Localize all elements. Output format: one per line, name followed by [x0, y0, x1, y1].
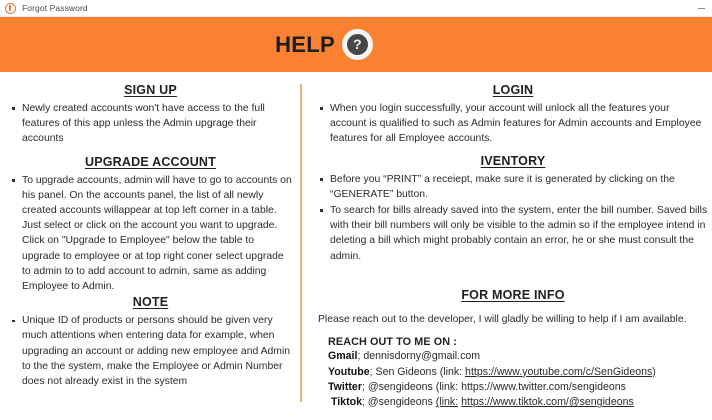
list-item: Before you “PRINT” a receiept, make sure it is generated by clicking on the “GENERATE” button.	[318, 172, 708, 202]
minimize-button[interactable]	[690, 0, 712, 17]
contact-separator: ;	[361, 381, 365, 394]
section-heading-for-more-info: FOR MORE INFO	[461, 287, 565, 302]
right-column	[318, 72, 708, 411]
banner-content	[275, 29, 373, 60]
sign-up-bullets	[8, 101, 293, 147]
section-heading-upgrade-account: UPGRADE ACCOUNT	[84, 154, 216, 169]
login-bullets	[318, 101, 708, 147]
list-item: To search for bills already saved into the system, enter the bill number. Saved bills with their bill numbers will only be visible to the admin so if the employee intend in deleting a bill which might probably contain an error, he or she must consult the admin.	[318, 203, 708, 264]
list-item	[328, 380, 708, 395]
list-item	[328, 395, 708, 410]
note-bullets	[8, 313, 293, 389]
contact-handle-twitter: @sengideons	[367, 381, 433, 394]
inventory-bullets	[318, 172, 708, 264]
contact-handle-gmail: dennisdorny@gmail.com	[363, 350, 481, 363]
link-prefix: (link:	[435, 381, 459, 394]
contact-handle-tiktok: @sengideons	[367, 396, 433, 409]
youtube-link[interactable]: https://www.youtube.com/c/SenGideons)	[465, 365, 656, 378]
minimize-icon	[698, 8, 705, 9]
section-heading-inventory: IVENTORY	[480, 153, 546, 168]
window-title: Forgot Password	[22, 3, 88, 13]
contact-separator: ;	[357, 350, 361, 363]
help-content	[0, 72, 712, 420]
more-info-paragraph: Please reach out to the developer, I will gladly be willing to help if I am available.	[318, 313, 687, 325]
column-divider	[300, 84, 302, 402]
link-prefix: (link:	[435, 396, 459, 409]
contact-network-youtube: Youtube	[328, 365, 370, 378]
section-heading-login: LOGIN	[492, 83, 534, 97]
contact-network-twitter: Twitter	[328, 381, 362, 394]
section-heading-sign-up: SIGN UP	[124, 83, 177, 97]
contact-handle-youtube: Sen Gideons	[375, 365, 437, 378]
left-column	[8, 72, 293, 390]
reach-out-heading: REACH OUT TO ME ON :	[328, 336, 457, 349]
upgrade-account-bullets	[8, 173, 293, 295]
list-item	[328, 349, 708, 364]
list-item: Unique ID of products or persons should be given very much attentions when entering data for example, when upgrading an account or adding new employee and Admin to the the system, make the Employee or Admin Number does not already exist in the system	[8, 313, 293, 389]
window-titlebar	[0, 0, 712, 17]
page-title: HELP	[275, 31, 335, 57]
contact-separator: ;	[369, 365, 373, 378]
link-prefix: (link:	[439, 365, 463, 378]
tiktok-link[interactable]: https://www.tiktok.com/@sengideons	[461, 396, 634, 409]
help-badge[interactable]	[342, 29, 373, 60]
twitter-link[interactable]: https://www.twitter.com/sengideons	[461, 381, 626, 394]
list-item: When you login successfully, your account will unlock all the features your account is qualified to such as Admin features for Admin accounts and Employee features for all Employee accounts.	[318, 101, 708, 147]
contact-network-gmail: Gmail	[328, 350, 358, 363]
list-item: To upgrade accounts, admin will have to go to accounts on his panel. On the accounts panel, the list of all newly created accounts willappear at top left corner in a table. Just select or click on the account you want to upgrade. Click on "Upgrade to Employee" below the table to upgrade to employee or at top right coner select upgrade to admin to to add account to admin, same as adding Employee to Admin.	[8, 173, 293, 295]
list-item	[328, 365, 708, 380]
question-mark-icon: ?	[347, 34, 368, 55]
contact-network-tiktok: Tiktok	[330, 396, 362, 409]
section-heading-note: NOTE	[132, 295, 169, 310]
contact-separator: ;	[361, 396, 365, 409]
contact-list	[318, 349, 708, 411]
list-item: Newly created accounts won't have access to the full features of this app unless the Admin upgrage their accounts	[8, 101, 293, 147]
app-logo-icon	[5, 3, 16, 14]
window-controls	[690, 0, 712, 17]
help-banner	[0, 17, 712, 72]
